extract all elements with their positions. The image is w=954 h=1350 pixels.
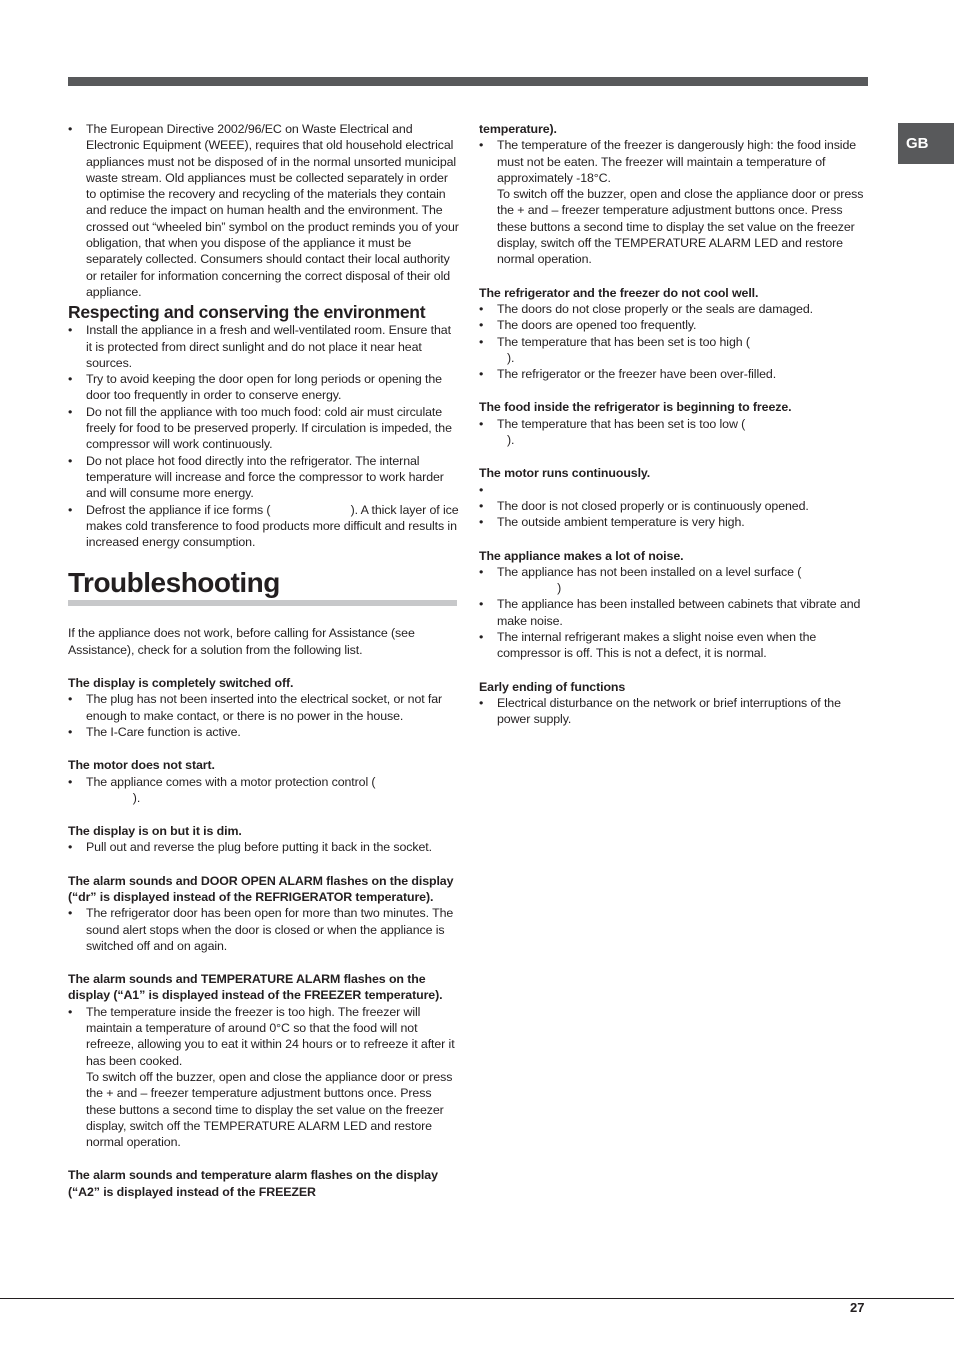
page-title: Troubleshooting xyxy=(68,566,457,606)
door-alarm-heading: The alarm sounds and DOOR OPEN ALARM flashes on the display (“dr” is displayed instead of the REFRIGERATOR temperature). xyxy=(68,873,454,904)
list-item: • The temperature of the freezer is dangerously high: the food inside must not be eaten. The freezer will maintain a temperature of approximately -18°C. xyxy=(479,137,871,186)
food-freeze-heading: The food inside the refrigerator is beginning to freeze. xyxy=(479,400,792,415)
list-item xyxy=(479,416,871,449)
list-item-line: ). xyxy=(497,433,515,448)
list-item-line: The temperature that has been set is too high ( xyxy=(497,334,750,349)
early-end-heading: Early ending of functions xyxy=(479,679,626,694)
list-item-line: ). xyxy=(497,350,515,365)
list-item: • The internal refrigerant makes a slight noise even when the compressor is off. This is not a defect, it is normal. xyxy=(479,629,871,662)
list-item: • Do not place hot food directly into the refrigerator. The internal temperature will increase and force the compressor to work harder and will consume more energy. xyxy=(68,453,460,502)
display-dim-heading: The display is on but it is dim. xyxy=(68,824,242,839)
list-item: • The plug has not been inserted into the electrical socket, or not far enough to make contact, or there is no power in the house. xyxy=(68,691,460,724)
intro-text: If the appliance does not work, before calling for Assistance (see Assistance), check for a solution from the following list. xyxy=(68,626,415,657)
motor-continuous-heading: The motor runs continuously. xyxy=(479,466,651,481)
environment-heading: Respecting and conserving the environment xyxy=(68,302,426,323)
list-item: • The doors do not close properly or the seals are damaged. xyxy=(479,301,871,317)
list-item: • Install the appliance in a fresh and well-ventilated room. Ensure that it is protected from direct sunlight and do not place it near heat sources. xyxy=(68,322,460,371)
list-item: • The door is not closed properly or is continuously opened. xyxy=(479,498,871,514)
language-tab: GB xyxy=(898,123,954,164)
list-item: • Do not fill the appliance with too much food: cold air must circulate freely for food to be preserved properly. If circulation is impeded, the compressor will work continuously. xyxy=(68,404,460,453)
not-cool-heading: The refrigerator and the freezer do not cool well. xyxy=(479,285,759,300)
list-item-line: ) xyxy=(497,581,562,596)
list-item: • The refrigerator or the freezer have been over-filled. xyxy=(479,366,871,382)
motor-not-start-list xyxy=(68,774,460,807)
list-item: • Pull out and reverse the plug before putting it back in the socket. xyxy=(68,839,460,855)
display-off-heading: The display is completely switched off. xyxy=(68,676,294,691)
list-item-line: The appliance has not been installed on a level surface ( xyxy=(497,564,802,579)
right-column xyxy=(479,121,871,728)
list-item xyxy=(479,564,871,597)
door-alarm-list xyxy=(68,905,460,954)
temp-alarm-a1-list xyxy=(68,1004,460,1069)
page-number: 27 xyxy=(850,1300,865,1315)
list-item: • The appliance has been installed between cabinets that vibrate and make noise. xyxy=(479,596,871,629)
list-item: • Electrical disturbance on the network or brief interruptions of the power supply. xyxy=(479,695,871,728)
footer-rule xyxy=(0,1298,954,1299)
motor-continuous-list xyxy=(479,482,871,531)
list-item: • The refrigerator door has been open for more than two minutes. The sound alert stops when the door is closed or when the appliance is switched off and on again. xyxy=(68,905,460,954)
temp-alarm-a2-heading: The alarm sounds and temperature alarm flashes on the display (“A2” is displayed instead of the FREEZER xyxy=(68,1168,438,1199)
list-item xyxy=(479,482,871,498)
list-item: • The temperature inside the freezer is too high. The freezer will maintain a temperature of around 0°C so that the food will not refreeze, allowing you to eat it within 24 hours or to refreeze it after it has been cooked. xyxy=(68,1004,460,1069)
list-item-line: ). xyxy=(86,790,141,805)
display-off-list xyxy=(68,691,460,740)
early-end-list xyxy=(479,695,871,728)
list-item: • The outside ambient temperature is very high. xyxy=(479,514,871,530)
list-item-line: The appliance comes with a motor protection control ( xyxy=(86,774,376,789)
header-bar xyxy=(68,77,868,86)
list-item xyxy=(479,334,871,367)
weee-list xyxy=(68,121,460,300)
temp-alarm-a1-continued: To switch off the buzzer, open and close the appliance door or press the + and – freezer temperature adjustment buttons once. Press these buttons a second time to display the set value on the freezer display, switch off the TEMPERATURE ALARM LED and restore normal operation. xyxy=(86,1069,453,1150)
list-item xyxy=(68,774,460,807)
food-freeze-list xyxy=(479,416,871,449)
list-item: • Try to avoid keeping the door open for long periods or opening the door too frequently in order to conserve energy. xyxy=(68,371,460,404)
noise-list xyxy=(479,564,871,662)
left-column xyxy=(68,121,460,1200)
temp-alarm-a2-continued: To switch off the buzzer, open and close the appliance door or press the + and – freezer temperature adjustment buttons once. Press these buttons a second time to display the set value on the freezer display, switch off the TEMPERATURE ALARM LED and restore normal operation. xyxy=(497,187,864,267)
list-item: • The I-Care function is active. xyxy=(68,724,460,740)
temp-alarm-a2-list xyxy=(479,137,871,186)
motor-not-start-heading: The motor does not start. xyxy=(68,758,215,773)
temp-alarm-a2-heading-continued: temperature). xyxy=(479,122,557,136)
noise-heading: The appliance makes a lot of noise. xyxy=(479,548,684,563)
temp-alarm-a1-heading: The alarm sounds and TEMPERATURE ALARM flashes on the display (“A1” is displayed instead of the FREEZER temperature). xyxy=(68,972,443,1003)
list-item: • The doors are opened too frequently. xyxy=(479,317,871,333)
environment-list xyxy=(68,322,460,550)
not-cool-list xyxy=(479,301,871,382)
weee-item: • The European Directive 2002/96/EC on Waste Electrical and Electronic Equipment (WEEE), requires that old household electrical appliances must not be disposed of in the normal unsorted municipal waste stream. Old appliances must be collected separately in order to optimise the recovery and recycling of the materials they contain and reduce the impact on human health and the environment. The crossed out “wheeled bin” symbol on the product reminds you of your obligation, that when you dispose of the appliance it must be separately collected. Consumers should contact their local authority or retailer for information concerning the correct disposal of their old appliance. xyxy=(68,121,460,300)
display-dim-list xyxy=(68,839,460,855)
list-item-line: The temperature that has been set is too low ( xyxy=(497,416,746,431)
list-item: • Defrost the appliance if ice forms ( ). A thick layer of ice makes cold transference to food products more difficult and results in increased energy consumption. xyxy=(68,502,460,551)
